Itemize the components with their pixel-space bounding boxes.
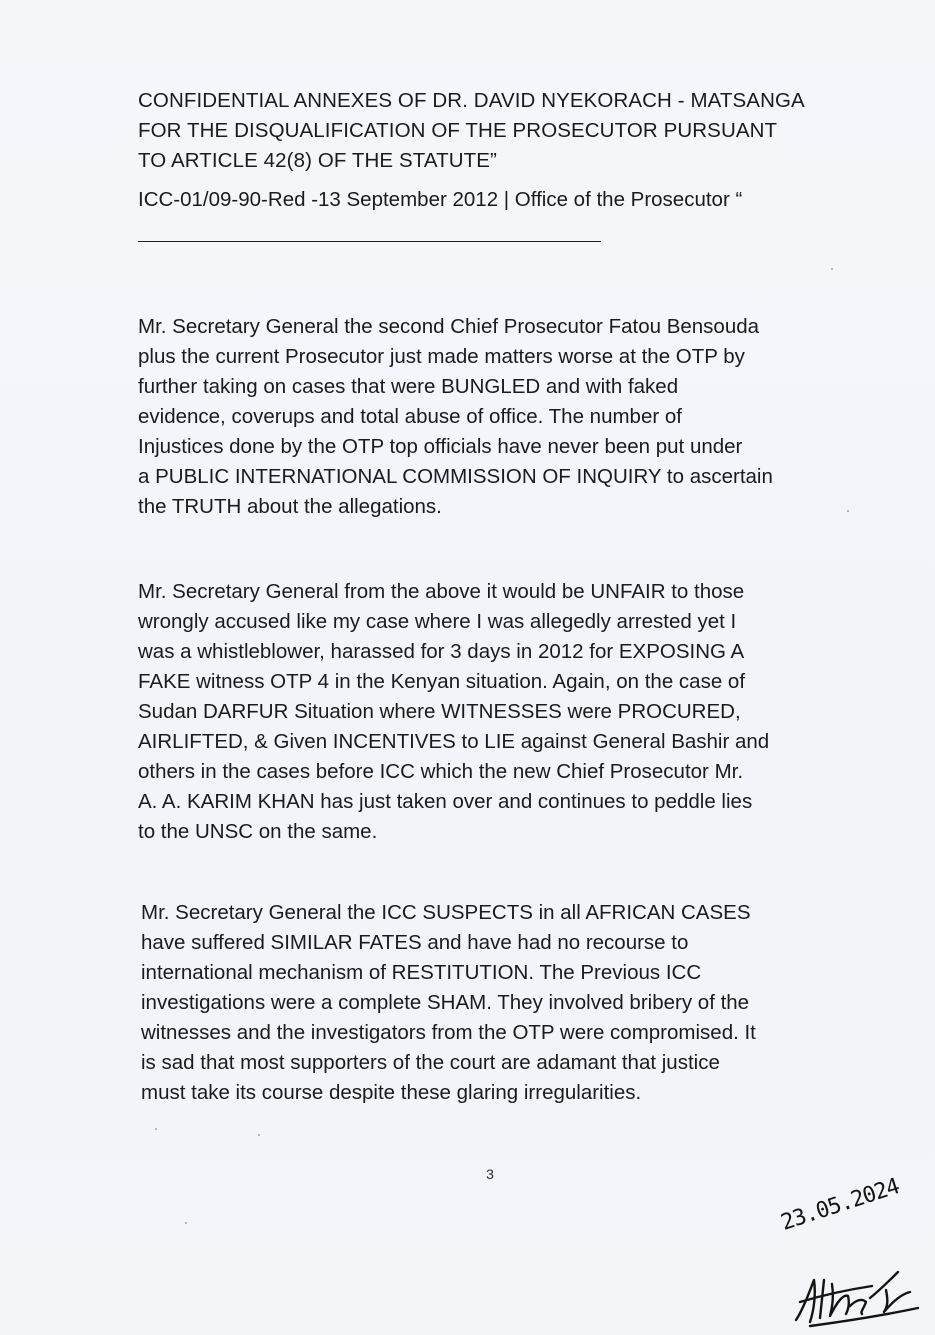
paragraph-line: must take its course despite these glaring irregularities.: [141, 1081, 642, 1104]
paragraph-line: investigations were a complete SHAM. They involved bribery of the: [141, 991, 750, 1014]
heading-line: FOR THE DISQUALIFICATION OF THE PROSECUTOR PURSUANT: [138, 119, 778, 142]
paragraph-2: [138, 577, 838, 847]
paragraph-line: to the UNSC on the same.: [138, 820, 378, 843]
scan-speck: [847, 510, 849, 512]
paragraph-line: Mr. Secretary General the ICC SUSPECTS in all AFRICAN CASES: [141, 901, 751, 924]
paragraph-3: [141, 898, 841, 1108]
paragraph-1: [138, 312, 838, 522]
scan-speck: [258, 1134, 260, 1136]
page-number: 3: [486, 1166, 494, 1182]
paragraph-line: further taking on cases that were BUNGLED and with faked: [138, 375, 679, 398]
paragraph-line: A. A. KARIM KHAN has just taken over and continues to peddle lies: [138, 790, 753, 813]
paragraph-line: was a whistleblower, harassed for 3 days in 2012 for EXPOSING A: [138, 640, 745, 663]
paragraph-line: Sudan DARFUR Situation where WITNESSES were PROCURED,: [138, 700, 741, 723]
paragraph-line: plus the current Prosecutor just made matters worse at the OTP by: [138, 345, 745, 368]
document-reference: ICC-01/09-90-Red -13 September 2012 | Office of the Prosecutor “: [138, 188, 743, 211]
paragraph-line: Mr. Secretary General the second Chief Prosecutor Fatou Bensouda: [138, 315, 760, 338]
paragraph-line: the TRUTH about the allegations.: [138, 495, 442, 518]
paragraph-line: Mr. Secretary General from the above it would be UNFAIR to those: [138, 580, 745, 603]
handwritten-date: 23.05.2024: [778, 1174, 903, 1236]
paragraph-line: Injustices done by the OTP top officials have never been put under: [138, 435, 743, 458]
heading-divider: [138, 241, 601, 242]
paragraph-line: international mechanism of RESTITUTION. The Previous ICC: [141, 961, 702, 984]
scan-speck: [185, 1222, 187, 1224]
paragraph-line: evidence, coverups and total abuse of office. The number of: [138, 405, 682, 428]
heading-line: TO ARTICLE 42(8) OF THE STATUTE”: [138, 149, 497, 172]
paragraph-line: a PUBLIC INTERNATIONAL COMMISSION OF INQUIRY to ascertain: [138, 465, 773, 488]
paragraph-line: AIRLIFTED, & Given INCENTIVES to LIE against General Bashir and: [138, 730, 770, 753]
handwritten-signature: [790, 1250, 930, 1330]
paragraph-line: witnesses and the investigators from the OTP were compromised. It: [141, 1021, 756, 1044]
paragraph-line: is sad that most supporters of the court are adamant that justice: [141, 1051, 720, 1074]
paragraph-line: wrongly accused like my case where I was allegedly arrested yet I: [138, 610, 737, 633]
document-heading: [138, 86, 858, 176]
paragraph-line: FAKE witness OTP 4 in the Kenyan situation. Again, on the case of: [138, 670, 746, 693]
scan-speck: [831, 268, 833, 270]
heading-line: CONFIDENTIAL ANNEXES OF DR. DAVID NYEKORACH - MATSANGA: [138, 89, 805, 112]
paragraph-line: others in the cases before ICC which the new Chief Prosecutor Mr.: [138, 760, 744, 783]
scan-speck: [155, 1128, 157, 1130]
paragraph-line: have suffered SIMILAR FATES and have had no recourse to: [141, 931, 689, 954]
